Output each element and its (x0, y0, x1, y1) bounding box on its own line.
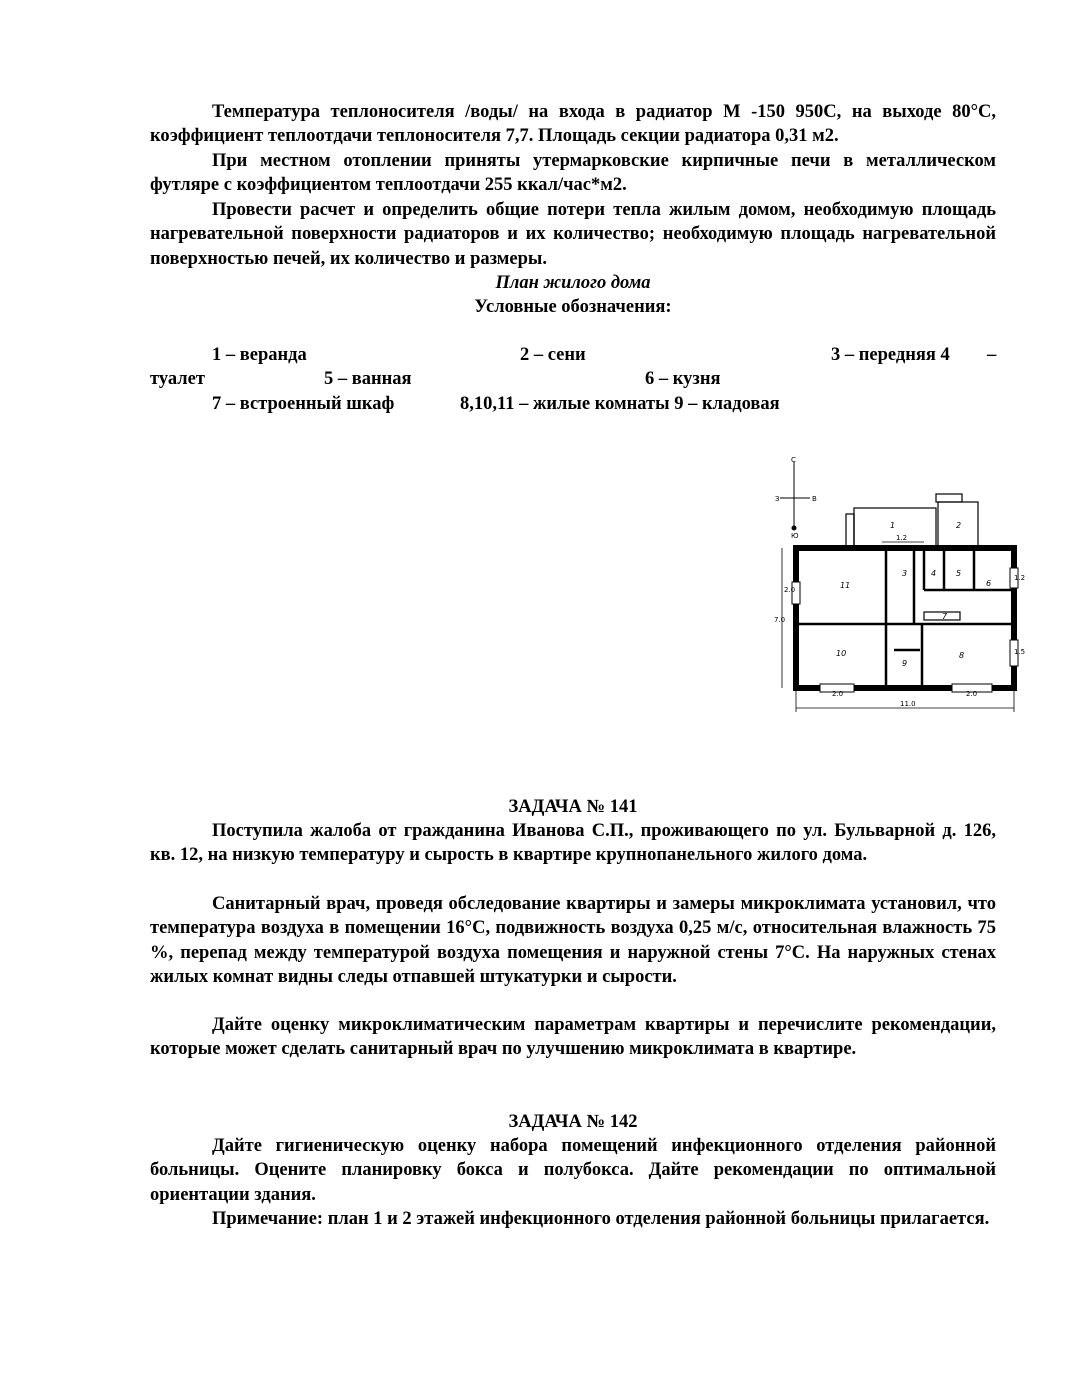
intro-paragraph-1: Температура теплоносителя /воды/ на входа в радиатор М -150 950С, на выходе 80°С, коэффициент теплоотдачи теплоносителя 7,7. Площадь секции радиатора 0,31 м2. (150, 102, 996, 147)
legend-title: Условные обозначения: (474, 297, 672, 317)
legend-dash: – (987, 345, 997, 365)
plan-title: План жилого дома (495, 273, 651, 293)
room-6: 6 (986, 579, 992, 588)
room-10: 10 (836, 649, 847, 658)
dim-right-2: 1.5 (1014, 648, 1026, 656)
legend-item-6: 6 – кузня (645, 369, 721, 389)
task-142-paragraph-2: Примечание: план 1 и 2 этажей инфекционного отделения районной больницы прилагается. (212, 1209, 990, 1229)
task-141-title: ЗАДАЧА № 141 (508, 797, 638, 817)
compass (780, 462, 810, 530)
dim-top: 1.2 (896, 534, 908, 542)
legend-item-1: 1 – веранда (212, 345, 307, 365)
dim-bottom-2: 2.0 (966, 690, 978, 698)
legend-item-4: туалет (150, 369, 205, 389)
room-3: 3 (902, 569, 908, 578)
compass-c: С (791, 456, 796, 464)
compass-z: З (775, 495, 780, 503)
dim-bottom-1: 2.0 (832, 690, 844, 698)
room-4: 4 (931, 569, 937, 578)
intro-paragraph-3: Провести расчет и определить общие потери тепла жилым домом, необходимую площадь нагревательной поверхности радиаторов и их количество; необходимую площадь нагревательной поверхностью печей, их количество и размеры. (150, 200, 996, 269)
legend-item-2: 2 – сени (520, 345, 586, 365)
dim-right-1: 1.2 (1014, 574, 1026, 582)
compass-yu: Ю (791, 532, 799, 540)
dim-height: 7.0 (774, 616, 786, 624)
room-9: 9 (902, 659, 908, 668)
room-5: 5 (956, 569, 962, 578)
task-141-paragraph-1: Поступила жалоба от гражданина Иванова С.П., проживающего по ул. Бульварной д. 126, кв. 12, на низкую температуру и сырость в квартире крупнопанельного жилого дома. (150, 821, 996, 866)
dim-total: 11.0 (900, 700, 916, 708)
legend-item-8: 8,10,11 – жилые комнаты 9 – кладовая (460, 394, 780, 414)
room-1: 1 (890, 521, 896, 530)
compass-v: В (812, 495, 817, 503)
task-141-paragraph-3: Дайте оценку микроклиматическим параметрам квартиры и перечислите рекомендации, которые может сделать санитарный врач по улучшению микроклимата в квартире. (150, 1015, 996, 1060)
room-11: 11 (840, 581, 851, 590)
task-141-paragraph-2: Санитарный врач, проведя обследование квартиры и замеры микроклимата установил, что температура воздуха в помещении 16°С, подвижность воздуха 0,25 м/с, относительная влажность 75 %, перепад между температурой воздуха помещения и наружной стены 7°С. На наружных стенах жилых комнат видны следы отпавшей штукатурки и сырости. (150, 894, 996, 987)
room-8: 8 (959, 651, 965, 660)
legend-item-5: 5 – ванная (324, 369, 412, 389)
intro-paragraph-2: При местном отоплении приняты утермарковские кирпичные печи в металлическом футляре с коэффициентом теплоотдачи 255 ккал/час*м2. (150, 151, 996, 196)
legend-item-7: 7 – встроенный шкаф (212, 394, 395, 414)
house-plan-drawing (774, 450, 1034, 720)
task-142-title: ЗАДАЧА № 142 (508, 1112, 638, 1132)
legend-item-3: 3 – передняя 4 (831, 345, 950, 365)
room-7: 7 (942, 612, 948, 621)
task-142-paragraph-1: Дайте гигиеническую оценку набора помещений инфекционного отделения районной больницы. Оцените планировку бокса и полубокса. Дайте рекомендации по оптимальной ориентации здания. (150, 1136, 996, 1205)
windows (792, 568, 1018, 692)
room-2: 2 (956, 521, 962, 530)
dim-left: 2.0 (784, 586, 796, 594)
